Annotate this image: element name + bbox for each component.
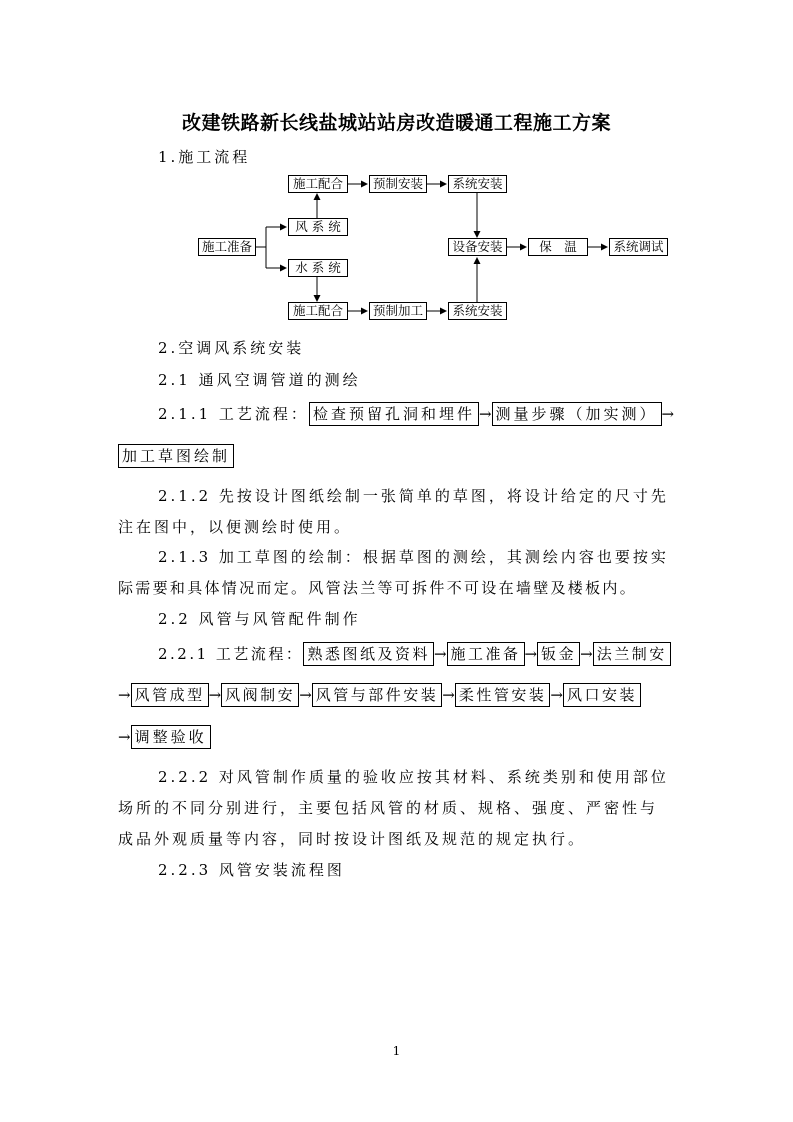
- process-step-box: 熟悉图纸及资料: [303, 642, 434, 666]
- flow-box-start: 施工准备: [198, 238, 256, 256]
- process-2-2-1-cont: [118, 683, 641, 707]
- process-2-1-1: [158, 402, 674, 426]
- flow-box-top-system-install: 系统安装: [448, 175, 507, 193]
- flow-box-air-system: 风 系 统: [288, 218, 348, 236]
- paragraph-2-2-2-line: 场所的不同分别进行，主要包括风管的材质、规格、强度、严密性与: [118, 799, 659, 817]
- arrow-icon: →: [661, 405, 675, 423]
- process-2-1-1-cont: [118, 444, 234, 468]
- process-step-box: 调整验收: [131, 725, 211, 749]
- process-step-box: 钣金: [537, 642, 580, 666]
- process-step-box: 风阀制安: [221, 683, 299, 707]
- process-2-2-1-cont2: [118, 725, 211, 749]
- flow-box-bottom-system-install: 系统安装: [448, 302, 507, 320]
- arrow-icon: →: [442, 686, 455, 704]
- arrow-icon: →: [118, 728, 131, 746]
- process-step-box: 风管与部件安装: [312, 683, 443, 707]
- process-step-box: 法兰制安: [593, 642, 671, 666]
- section-1-heading: 1.施工流程: [158, 148, 251, 166]
- arrow-icon: →: [208, 686, 222, 704]
- flow-box-bottom-coordination: 施工配合: [288, 302, 348, 320]
- flow-box-water-system: 水 系 统: [288, 259, 348, 277]
- arrow-icon: →: [118, 686, 131, 704]
- flow-box-insulation: 保 温: [528, 238, 588, 256]
- section-2-2-heading: 2.2 风管与风管配件制作: [158, 610, 361, 628]
- process-step-box: 测量步骤（加实测）: [492, 402, 662, 426]
- process-2-2-1: [158, 642, 671, 666]
- flow-box-top-coordination: 施工配合: [288, 175, 348, 193]
- document-title: 改建铁路新长线盐城站站房改造暖通工程施工方案: [181, 112, 611, 134]
- process-step-box: 加工草图绘制: [118, 444, 234, 468]
- process-2-2-1-label: 2.2.1 工艺流程：: [158, 645, 304, 663]
- arrow-icon: →: [478, 405, 492, 423]
- paragraph-2-1-3-line: 2.1.3 加工草图的绘制：根据草图的测绘，其测绘内容也要按实: [158, 548, 669, 566]
- process-step-box: 柔性管安装: [455, 683, 551, 707]
- arrow-icon: →: [580, 645, 593, 663]
- flow-box-bottom-prefab: 预制加工: [369, 302, 427, 320]
- arrow-icon: →: [550, 686, 563, 704]
- paragraph-2-1-2-line: 注在图中，以便测绘时使用。: [118, 518, 353, 536]
- process-step-box: 风口安装: [563, 683, 641, 707]
- paragraph-2-1-3-line: 际需要和具体情况而定。风管法兰等可拆件不可设在墙壁及楼板内。: [118, 579, 638, 597]
- flow-box-equipment-install: 设备安装: [448, 238, 507, 256]
- arrow-icon: →: [524, 645, 538, 663]
- process-step-box: 检查预留孔洞和埋件: [309, 402, 479, 426]
- process-2-1-1-label: 2.1.1 工艺流程：: [158, 405, 309, 423]
- arrow-icon: →: [433, 645, 447, 663]
- paragraph-2-1-2-line: 2.1.2 先按设计图纸绘制一张简单的草图，将设计给定的尺寸先: [158, 487, 669, 505]
- process-step-box: 风管成型: [131, 683, 209, 707]
- paragraph-2-2-2-line: 2.2.2 对风管制作质量的验收应按其材料、系统类别和使用部位: [158, 768, 669, 786]
- paragraph-2-2-2-line: 成品外观质量等内容，同时按设计图纸及规范的规定执行。: [118, 830, 587, 848]
- flow-box-top-prefab: 预制安装: [369, 175, 427, 193]
- page-number: 1: [392, 1044, 401, 1058]
- arrow-icon: →: [299, 686, 312, 704]
- section-2-1-heading: 2.1 通风空调管道的测绘: [158, 371, 361, 389]
- flow-diagram-connectors: [0, 0, 793, 330]
- section-2-2-3-heading: 2.2.3 风管安装流程图: [158, 861, 345, 879]
- flow-box-debug: 系统调试: [609, 238, 668, 256]
- section-2-heading: 2.空调风系统安装: [158, 339, 305, 357]
- process-step-box: 施工准备: [447, 642, 525, 666]
